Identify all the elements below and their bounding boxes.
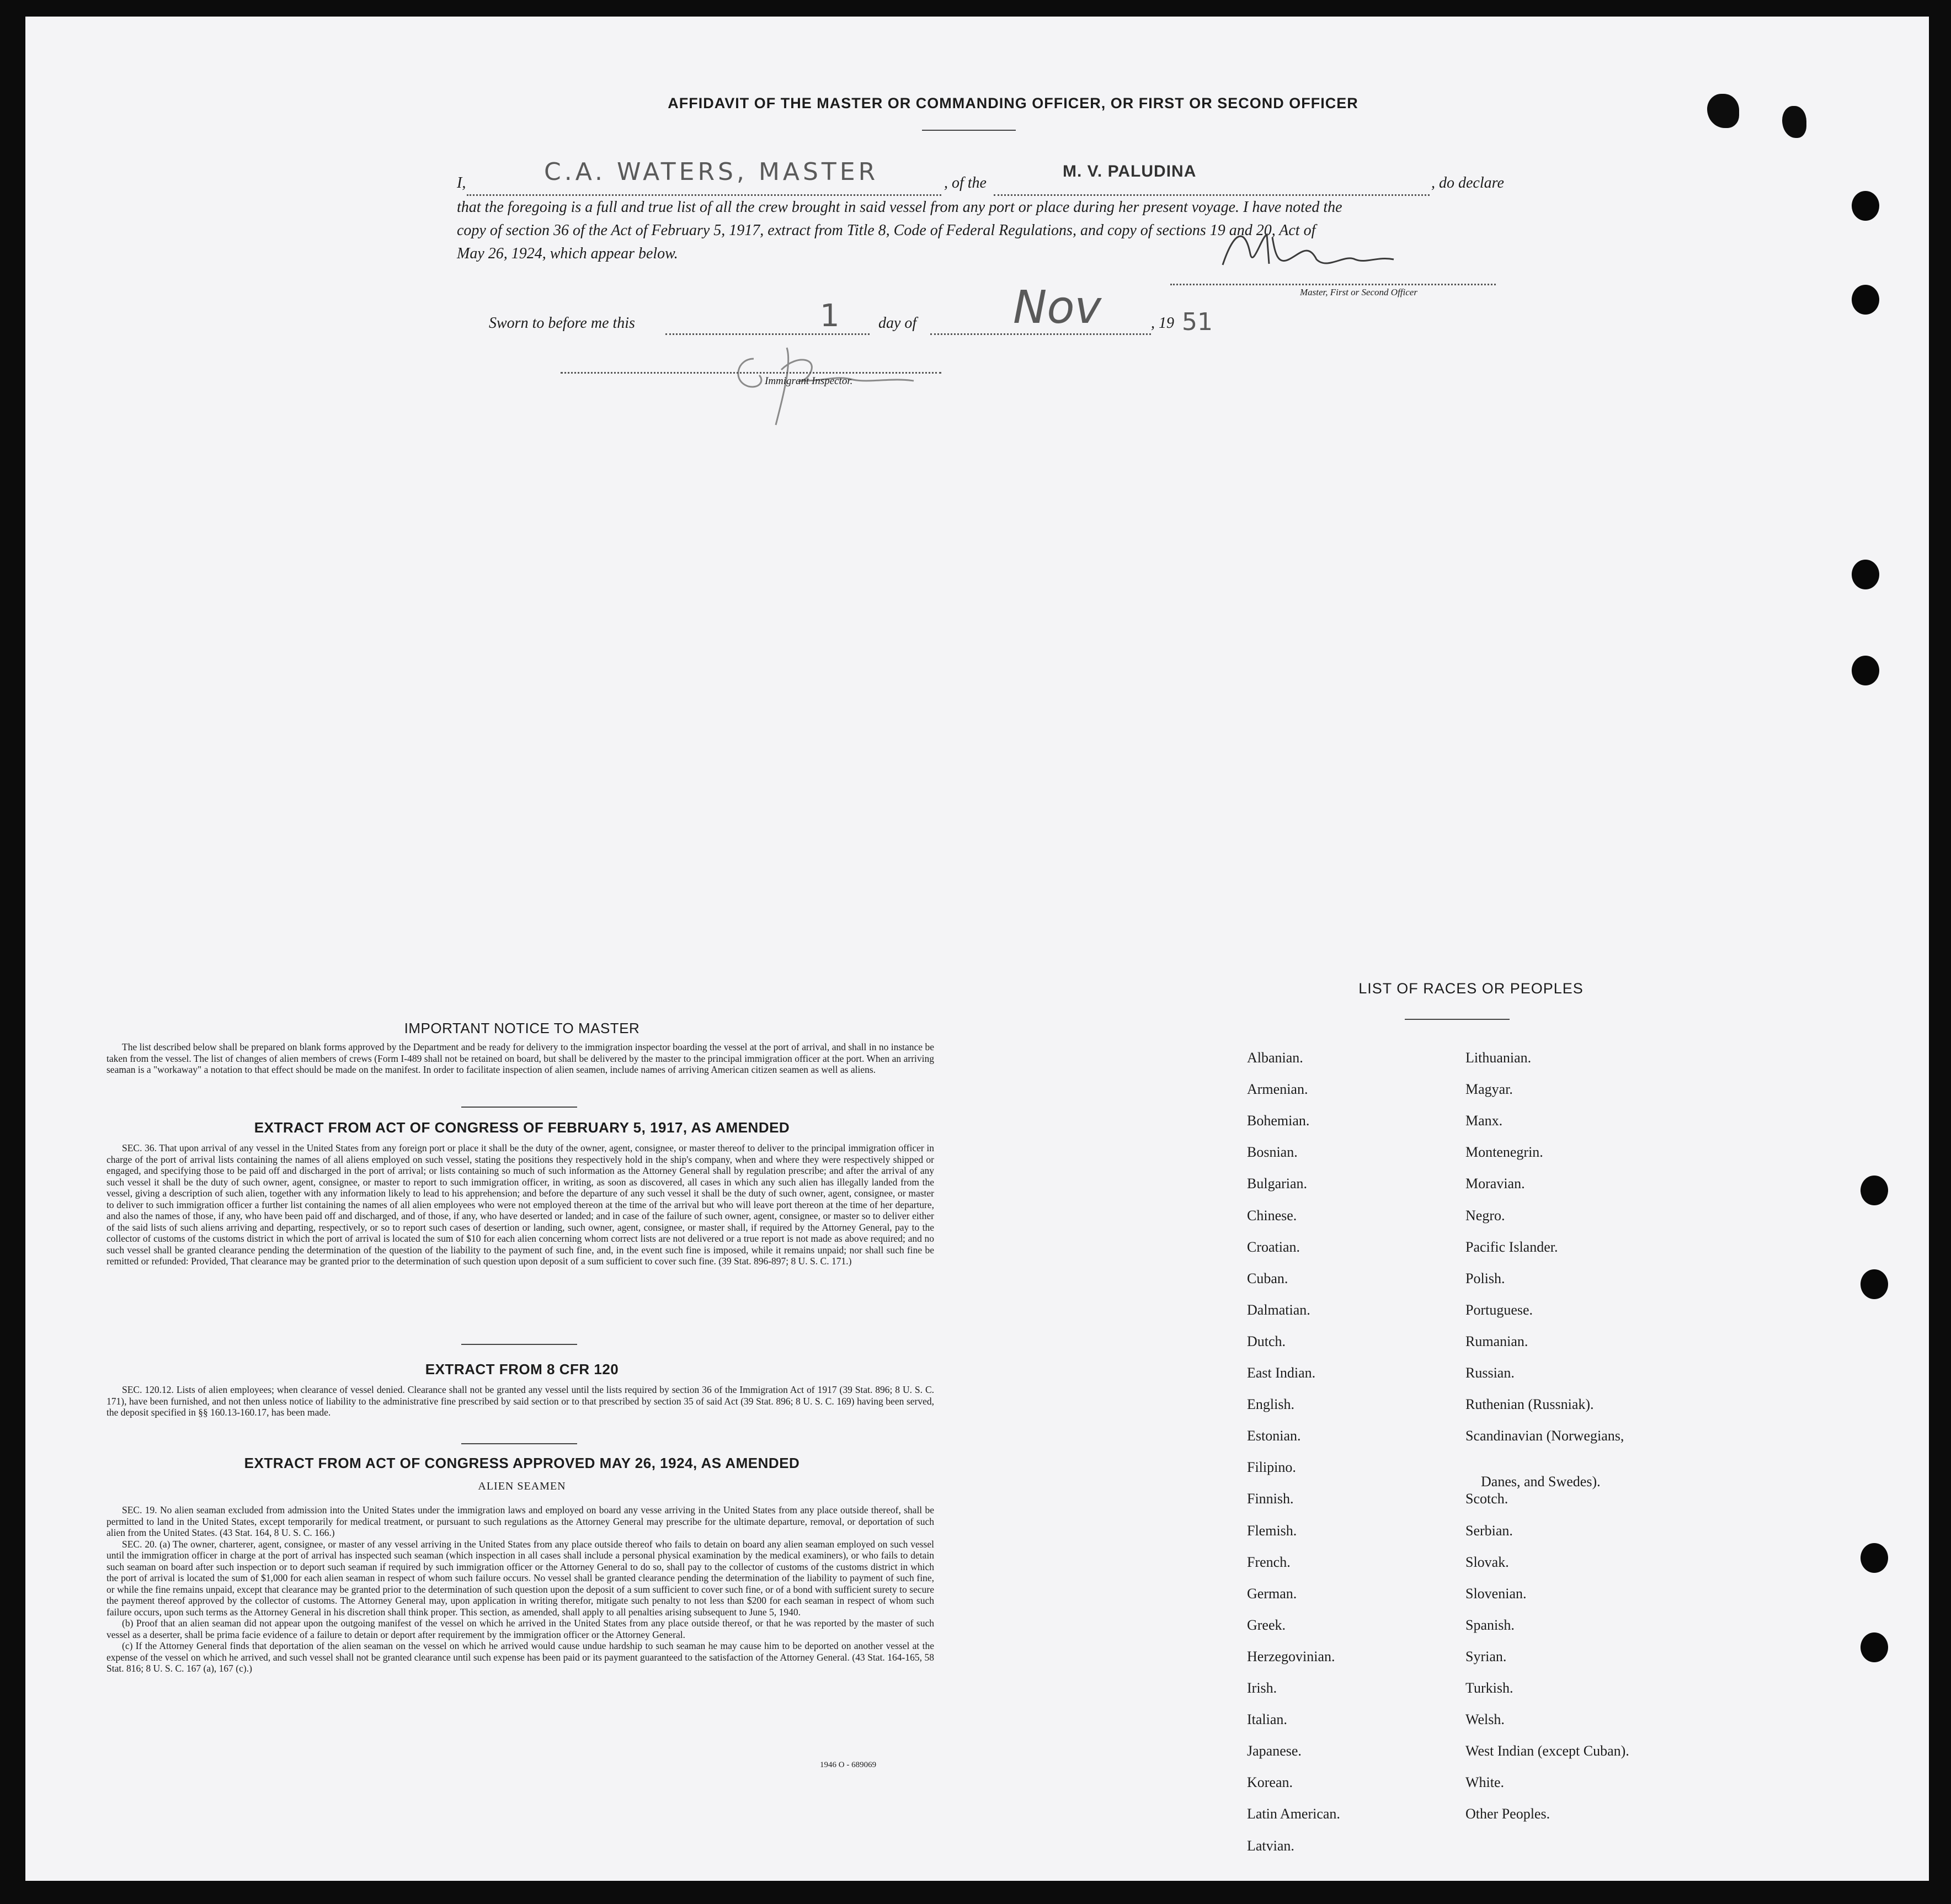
sec-20b-paragraph: (b) Proof that an alien seaman did not appear upon the outgoing manifest of the vessel on which he arrived in the United States from any place outside thereof, or that he was reported by the master of such vessel as a deserter, shall be prima facie evidence of a failure to detain or deport after requirement by the immigration officer or the Attorney General.: [106, 1618, 934, 1640]
race-item: Other Peoples.: [1465, 1806, 1550, 1822]
race-item: Italian.: [1247, 1711, 1287, 1728]
race-item: Welsh.: [1465, 1711, 1505, 1728]
sworn-month-handwritten: Nov: [1013, 281, 1102, 334]
punch-hole: [1861, 1632, 1888, 1662]
race-item: Bohemian.: [1247, 1113, 1310, 1129]
race-item: Cuban.: [1247, 1270, 1288, 1286]
extract-cfr-title: EXTRACT FROM 8 CFR 120: [425, 1361, 619, 1378]
notice-paragraph: The list described below shall be prepared on blank forms approved by the Department and be ready for delivery to the immigration inspector boarding the vessel at the port of arrival, and shall in no instance be taken from the vessel. The list of changes of alien members of crews (Form I-489 shall not be retained on board, but shall be delivered by the master to the principal immigration officer at the port. When an arriving seaman is a "workaway" a notation to that effect should be made on the manifest. In order to facilitate inspection of alien seamen, include names of arriving American citizen seamen as well as aliens.: [106, 1041, 934, 1075]
race-item: Bosnian.: [1247, 1144, 1298, 1161]
inspector-caption: Immigrant Inspector.: [765, 375, 853, 387]
do-declare-label: , do declare: [1431, 174, 1504, 192]
sworn-day-handwritten: 1: [820, 298, 840, 334]
of-the-label: , of the: [944, 174, 987, 192]
notice-body: [106, 1041, 934, 1076]
punch-hole: [1852, 560, 1879, 589]
extract-cfr-divider: [461, 1443, 577, 1444]
notice-divider: [461, 1107, 577, 1108]
race-item: Serbian.: [1465, 1522, 1513, 1539]
affidavit-i-label: I,: [457, 174, 466, 192]
extract-cfr-paragraph: SEC. 120.12. Lists of alien employees; when clearance of vessel denied. Clearance shall not be granted any vessel until the lists required by section 36 of the Immigration Act of 1917 (39 Stat. 896; 8 U. S. C. 171), have been furnished, and not then unless notice of liability to the administrative fine prescribed by said section or to that prescribed by section 35 of said Act (39 Stat. 896; 8 U. S. C. 169) having been served, the deposit specified in §§ 160.13-160.17, has been made.: [106, 1384, 934, 1418]
race-item: Dutch.: [1247, 1333, 1286, 1349]
sworn-label: Sworn to before me this: [489, 315, 635, 332]
race-item: Slovenian.: [1465, 1585, 1527, 1602]
race-item: Manx.: [1465, 1113, 1503, 1129]
race-item: Estonian.: [1247, 1428, 1301, 1444]
race-item: Korean.: [1247, 1774, 1293, 1791]
punch-hole: [1852, 285, 1879, 315]
race-item: Moravian.: [1465, 1176, 1525, 1192]
race-item: Slovak.: [1465, 1554, 1509, 1570]
race-item: Portuguese.: [1465, 1301, 1533, 1318]
race-item: Japanese.: [1247, 1743, 1302, 1759]
master-name-handwritten: C.A. WATERS, MASTER: [544, 158, 879, 186]
sec-20c-paragraph: (c) If the Attorney General finds that deportation of the alien seaman on the vessel on which he arrived would cause undue hardship to such seaman he may cause him to be deported on another vessel at the expense of the vessel on which he arrived, and such vessel shall not be granted clearance until such expense has been paid or its payment guaranteed to the satisfaction of the Attorney General. (43 Stat. 164-165, 58 Stat. 816; 8 U. S. C. 167 (a), 167 (c).): [106, 1640, 934, 1674]
punch-hole: [1861, 1543, 1888, 1573]
extract-1917-body: [106, 1142, 934, 1267]
race-item: White.: [1465, 1774, 1505, 1791]
extract-1924-body: [106, 1504, 934, 1674]
master-signature: [1212, 221, 1421, 281]
race-item: Lithuanian.: [1465, 1050, 1532, 1066]
race-item: Bulgarian.: [1247, 1176, 1308, 1192]
print-code: 1946 O - 689069: [820, 1761, 877, 1769]
race-item: Russian.: [1465, 1365, 1515, 1381]
race-item: Latvian.: [1247, 1837, 1294, 1854]
race-item: Ruthenian (Russniak).: [1465, 1396, 1594, 1413]
punch-hole: [1861, 1269, 1888, 1299]
master-signature-line: [1170, 284, 1496, 285]
race-item: Spanish.: [1465, 1616, 1515, 1633]
affidavit-body-line-3: May 26, 1924, which appear below.: [457, 245, 678, 262]
notice-title: IMPORTANT NOTICE TO MASTER: [404, 1020, 640, 1036]
race-item: Albanian.: [1247, 1050, 1303, 1066]
race-item: Irish.: [1247, 1680, 1277, 1696]
extract-cfr-body: [106, 1384, 934, 1418]
race-item: Scandinavian (Norwegians,: [1465, 1428, 1624, 1444]
race-item: Greek.: [1247, 1616, 1286, 1633]
extract-1917-title: EXTRACT FROM ACT OF CONGRESS OF FEBRUARY 5, 1917, AS AMENDED: [254, 1119, 790, 1136]
race-item: Finnish.: [1247, 1491, 1294, 1507]
race-item: Flemish.: [1247, 1522, 1297, 1539]
sec-20a-paragraph: SEC. 20. (a) The owner, charterer, agent, consignee, or master of any vessel arriving in the United States from any place outside thereof who fails to detain on board any alien seaman employed on such vessel until the immigration officer in charge at the port of arrival has inspected such seaman (which inspection in all cases shall include a personal physical examination by the medical examiners), or who fails to detain such seaman on board after such inspection or to deport such seaman if required by such immigration officer or the Attorney General to do so, shall pay to the collector of customs of the customs district in which the port of arrival is located the sum of $1,000 for each alien seaman in respect of whom such failure occurs. No vessel shall be granted clearance pending the determination of the liability to payment of such fine, or while the fine remains unpaid, except that clearance may be granted prior to the determination of such question upon the deposit of a sum sufficient to cover such fine, or of a bond with sufficient surety to secure the payment thereof approved by the collector of customs. The Attorney General may, upon application in writing therefor, mitigate such penalty to not less than $200 for each seaman in respect of whom such failure occurs, upon such terms as the Attorney General in his discretion shall think proper. This section, as amended, shall apply to all penalties arising subsequent to June 5, 1940.: [106, 1538, 934, 1618]
punch-hole: [1852, 656, 1879, 685]
punch-hole: [1852, 191, 1879, 221]
year-prefix: , 19: [1151, 315, 1174, 332]
extract-1924-title: EXTRACT FROM ACT OF CONGRESS APPROVED MAY 26, 1924, AS AMENDED: [244, 1455, 800, 1471]
extract-1917-paragraph: SEC. 36. That upon arrival of any vessel in the United States from any foreign port or place it shall be the duty of the owner, agent, consignee, or master thereof to deliver to the principal immigration officer in charge of the port of arrival lists containing the names of all aliens employed on such vessel, stating the positions they respectively hold in the ship's company, when and where they were respectively shipped or engaged, and specifying those to be paid off and discharged in the port of arrival; or lists containing so much of such information as the Attorney General shall by regulation prescribe; and after the arrival of any such vessel it shall be the duty of such owner, agent, consignee, or master to report to such immigration officer, in writing, as soon as discovered, all cases in which any such alien has illegally landed from the vessel, giving a description of such alien, together with any information likely to lead to his apprehension; and before the departure of any such vessel it shall be the duty of such owner, agent, consignee, or master to deliver to such immigration officer a further list containing the names of all alien employees who were not employed thereon at the time of the arrival but who will leave port thereon at the time of her departure, and also the names of those, if any, who have been paid off and discharged, and of those, if any, who have deserted or landed; and in case of the failure of such owner, agent, consignee, or master so to deliver either of the said lists of such aliens arriving and departing, respectively, or so to report such cases of desertion or landing, such owner, agent, consignee, or master shall, if required by the Attorney General, pay to the collector of customs of the customs district in which the port of arrival is located the sum of $10 for each alien concerning whom correct lists are not delivered or a true report is not made as above required; and no such vessel shall be granted clearance pending the determination of the question of the liability to the payment of such fine, and, in the event such fine is imposed, while it remains unpaid; nor shall such fine be remitted or refunded: Provided, That clearance may be granted prior to the determination of such question upon deposit of a sum sufficient to cover such fine. (39 Stat. 896-897; 8 U. S. C. 171.): [106, 1142, 934, 1267]
races-divider: [1405, 1019, 1510, 1020]
race-item: French.: [1247, 1554, 1291, 1570]
affidavit-body-line-1: that the foregoing is a full and true list of all the crew brought in said vessel from any port or place during her present voyage. I have noted the: [457, 199, 1342, 216]
document-page: [25, 17, 1929, 1881]
extract-1924-subtitle: ALIEN SEAMEN: [478, 1480, 566, 1492]
race-item: Croatian.: [1247, 1238, 1300, 1255]
race-item: Montenegrin.: [1465, 1144, 1543, 1161]
race-item: Scotch.: [1465, 1491, 1508, 1507]
vessel-line: [994, 194, 1430, 196]
race-item: Polish.: [1465, 1270, 1505, 1286]
sec-19-paragraph: SEC. 19. No alien seaman excluded from admission into the United States under the immigration laws and employed on board any vesse arriving in the United States from any place outside thereof, shall be permitted to land in the United States, except temporarily for medical treatment, or pursuant to such regulations as the Attorney General may prescribe for the ultimate departure, removal, or deportation of such alien from the United States. (43 Stat. 164, 8 U. S. C. 166.): [106, 1504, 934, 1538]
race-item: Dalmatian.: [1247, 1301, 1310, 1318]
race-item: German.: [1247, 1585, 1297, 1602]
vessel-name: M. V. PALUDINA: [1063, 162, 1197, 180]
race-item: Turkish.: [1465, 1680, 1513, 1696]
race-item: Filipino.: [1247, 1459, 1296, 1476]
race-item: Herzegovinian.: [1247, 1648, 1335, 1664]
title-divider: [922, 130, 1016, 131]
master-name-line: [467, 194, 941, 196]
punch-hole: [1861, 1176, 1888, 1205]
affidavit-title: AFFIDAVIT OF THE MASTER OR COMMANDING OFFICER, OR FIRST OR SECOND OFFICER: [668, 95, 1358, 111]
extract-1917-divider: [461, 1344, 577, 1345]
race-item: Pacific Islander.: [1465, 1238, 1558, 1255]
race-item: Danes, and Swedes).: [1481, 1474, 1601, 1490]
day-of-label: day of: [878, 315, 917, 332]
affidavit-body-line-2: copy of section 36 of the Act of February 5, 1917, extract from Title 8, Code of Federal Regulations, and copy of sections 19 and 20, Act of: [457, 222, 1316, 239]
race-item: Armenian.: [1247, 1081, 1308, 1098]
year-handwritten: 51: [1182, 308, 1213, 336]
race-item: Magyar.: [1465, 1081, 1513, 1098]
race-item: Syrian.: [1465, 1648, 1507, 1664]
master-signature-caption: Master, First or Second Officer: [1300, 287, 1417, 297]
race-item: East Indian.: [1247, 1365, 1316, 1381]
race-item: English.: [1247, 1396, 1294, 1413]
race-item: Chinese.: [1247, 1207, 1297, 1224]
race-item: Latin American.: [1247, 1806, 1340, 1822]
race-item: Rumanian.: [1465, 1333, 1528, 1349]
races-title: LIST OF RACES OR PEOPLES: [1358, 980, 1584, 997]
race-item: Negro.: [1465, 1207, 1505, 1224]
race-item: West Indian (except Cuban).: [1465, 1743, 1629, 1759]
inspector-signature-line: [561, 372, 941, 374]
